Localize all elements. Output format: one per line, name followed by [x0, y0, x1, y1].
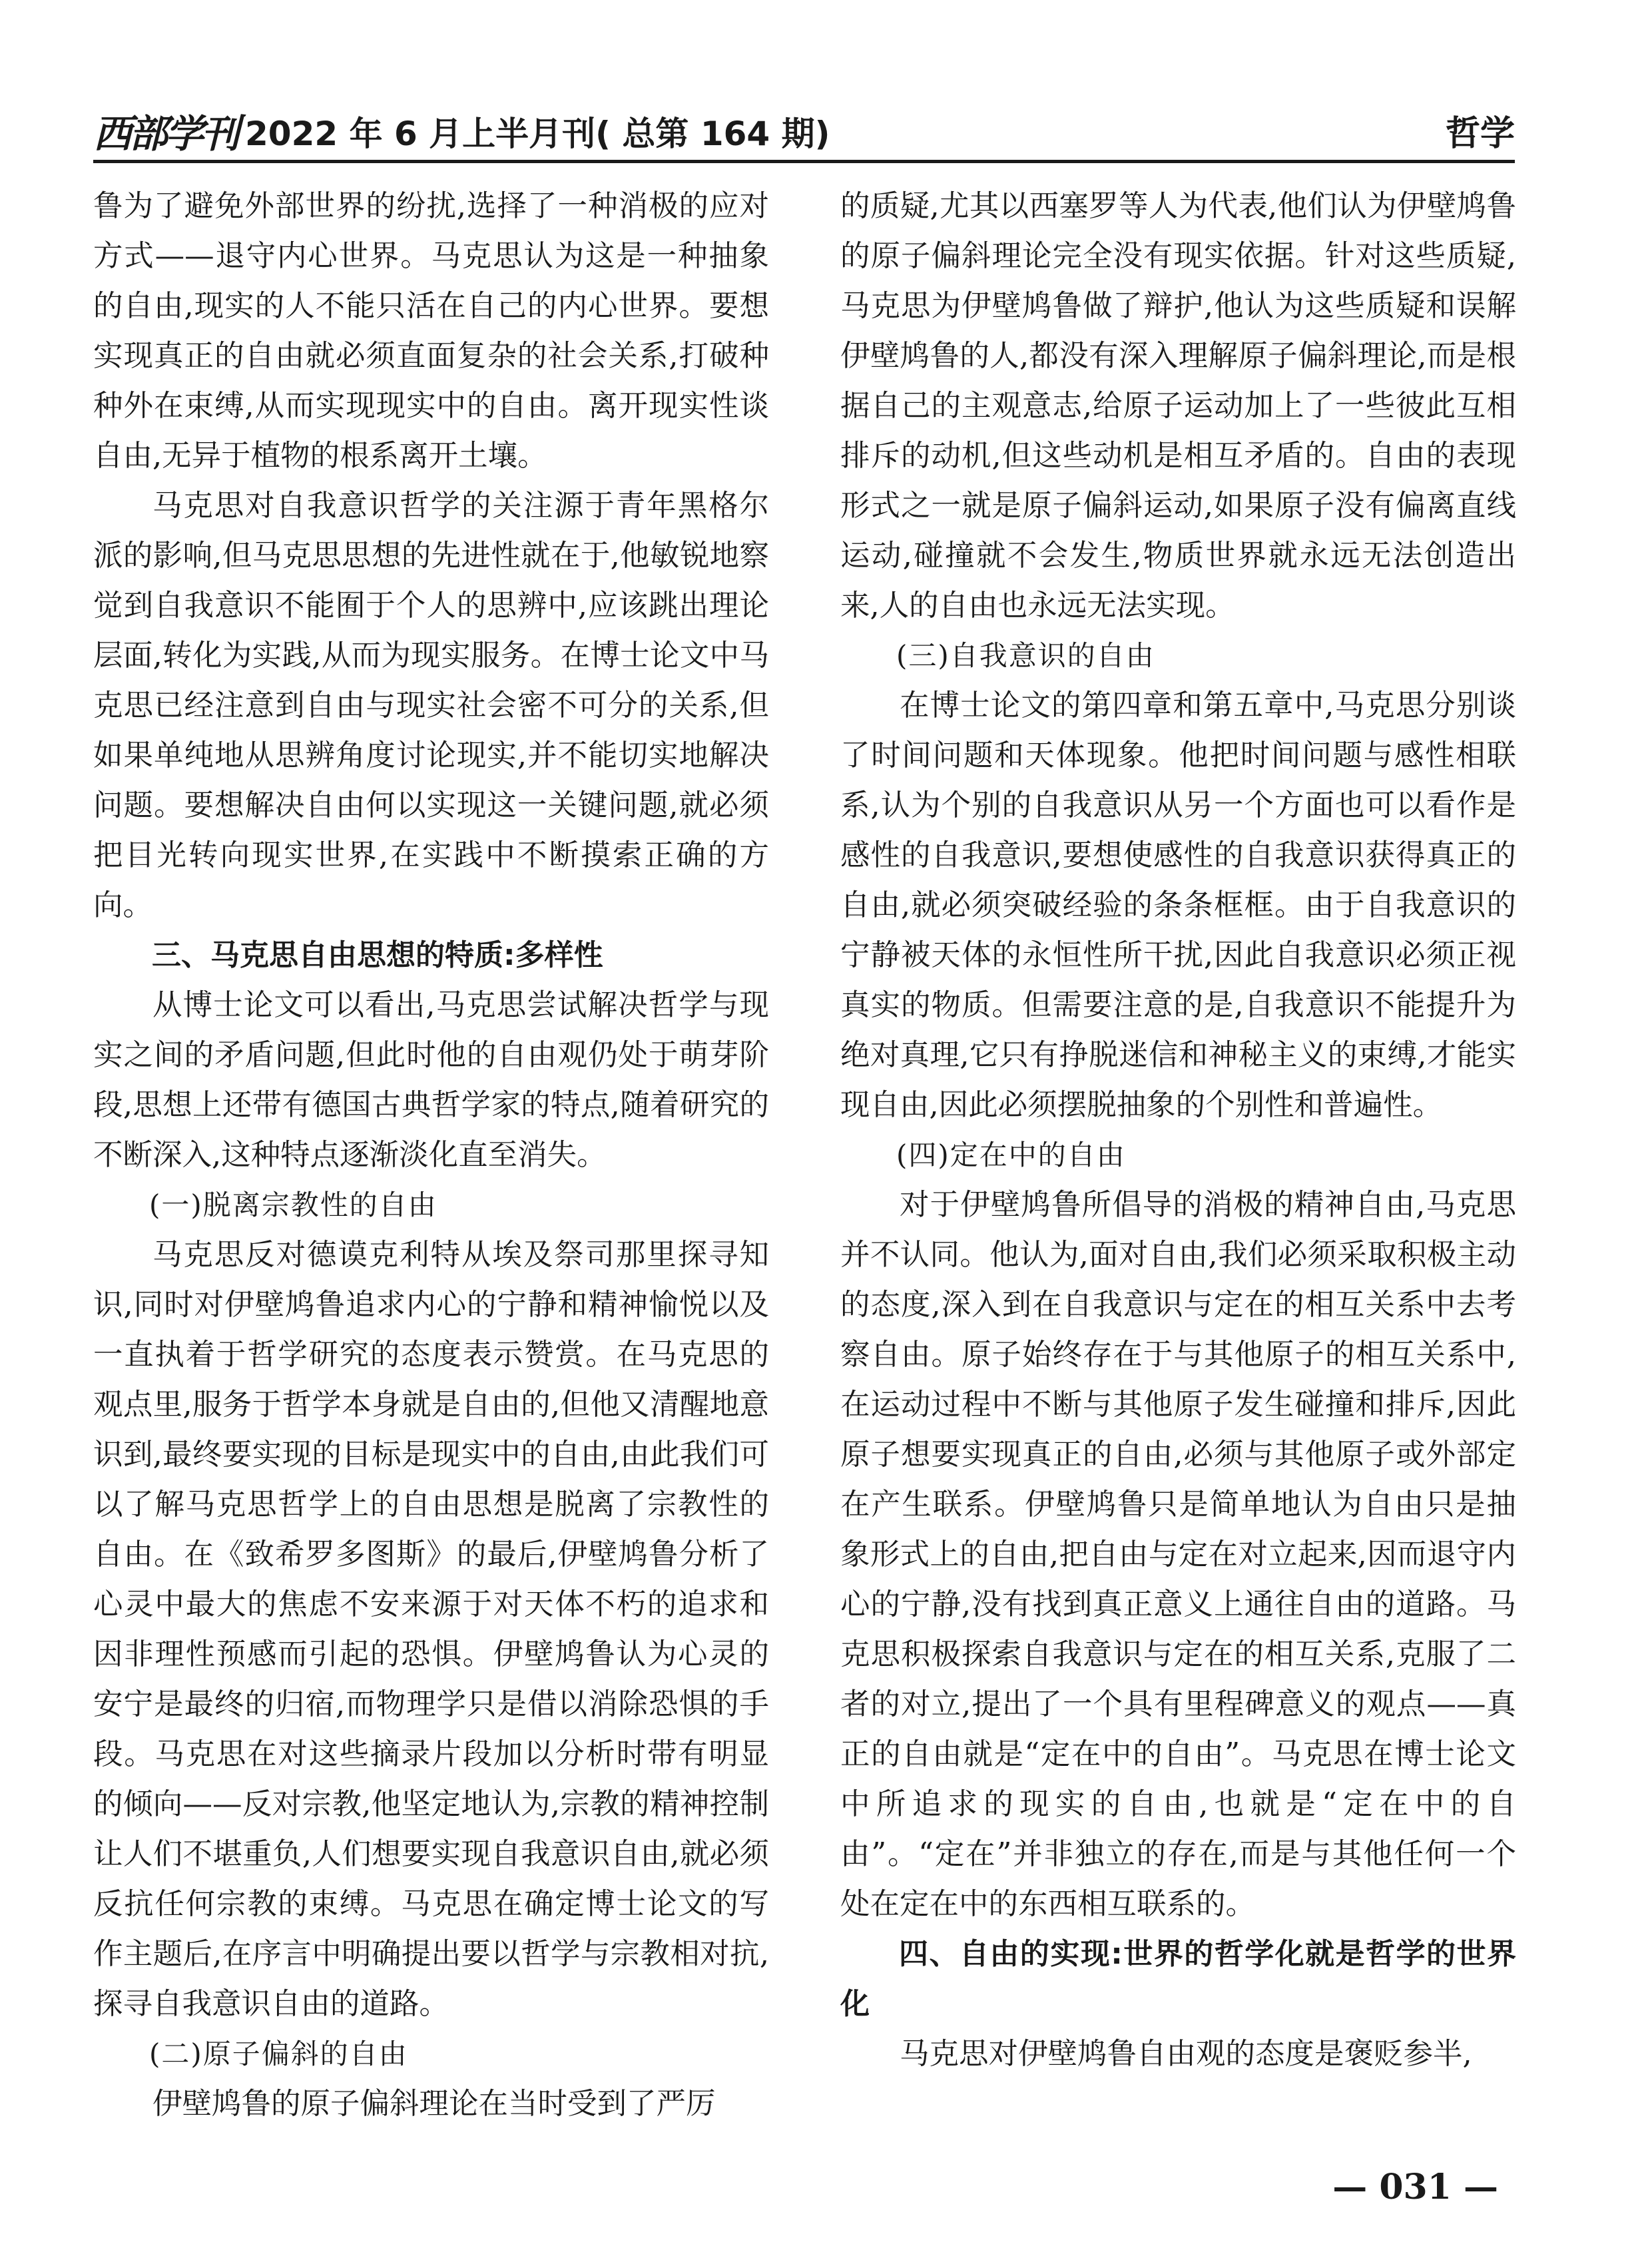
section-heading: 三、马克思自由思想的特质:多样性: [152, 938, 603, 972]
section-label: 哲学: [1445, 114, 1515, 154]
body-paragraph: 的质疑,尤其以西塞罗等人为代表,他们认为伊壁鸠鲁的原子偏斜理论完全没有现实依据。针对这些质疑,马克思为伊壁鸠鲁做了辩护,他认为这些质疑和误解伊壁鸠鲁的人,都没有深入理解原子偏斜理论,而是根据自己的主观意志,给原子运动加上了一些彼此互相排斥的动机,但这些动机是相互矛盾的。自由的表现形式之一就是原子偏斜运动,如果原子没有偏离直线运动,碰撞就不会发生,物质世界就永远无法创造出来,人的自由也永远无法实现。: [840, 189, 1516, 623]
journal-logo: 西部学刊: [93, 111, 238, 156]
page-header: [93, 107, 1515, 163]
subsection-heading: (二)原子偏斜的自由: [149, 2038, 408, 2070]
subsection-heading: (四)定在中的自由: [896, 1139, 1126, 1171]
page-number: — 031 —: [1332, 2167, 1498, 2207]
subsection-heading: (三)自我意识的自由: [896, 639, 1155, 672]
body-paragraph: 对于伊壁鸠鲁所倡导的消极的精神自由,马克思并不认同。他认为,面对自由,我们必须采取积极主动的态度,深入到在自我意识与定在的相互关系中去考察自由。原子始终存在于与其他原子的相互关系中,在运动过程中不断与其他原子发生碰撞和排斥,因此原子想要实现真正的自由,必须与其他原子或外部定在产生联系。伊壁鸠鲁只是简单地认为自由只是抽象形式上的自由,把自由与定在对立起来,因而退守内心的宁静,没有找到真正意义上通往自由的道路。马克思积极探索自我意识与定在的相互关系,克服了二者的对立,提出了一个具有里程碑意义的观点——真正的自由就是“定在中的自由”。马克思在博士论文中所追求的现实的自由,也就是“定在中的自由”。“定在”并非独立的存在,而是与其他任何一个处在定在中的东西相互联系的。: [840, 1188, 1516, 1921]
body-paragraph: 马克思反对德谟克利特从埃及祭司那里探寻知识,同时对伊壁鸠鲁追求内心的宁静和精神愉悦以及一直执着于哲学研究的态度表示赞赏。在马克思的观点里,服务于哲学本身就是自由的,但他又清醒地意识到,最终要实现的目标是现实中的自由,由此我们可以了解马克思哲学上的自由思想是脱离了宗教性的自由。在《致希罗多图斯》的最后,伊壁鸠鲁分析了心灵中最大的焦虑不安来源于对天体不朽的追求和因非理性预感而引起的恐惧。伊壁鸠鲁认为心灵的安宁是最终的归宿,而物理学只是借以消除恐惧的手段。马克思在对这些摘录片段加以分析时带有明显的倾向——反对宗教,他坚定地认为,宗教的精神控制让人们不堪重负,人们想要实现自我意识自由,就必须反抗任何宗教的束缚。马克思在确定博士论文的写作主题后,在序言中明确提出要以哲学与宗教相对抗,探寻自我意识自由的道路。: [93, 1238, 769, 2021]
body-paragraph: 伊壁鸠鲁的原子偏斜理论在当时受到了严厉: [152, 2087, 716, 2121]
body-paragraph: 从博士论文可以看出,马克思尝试解决哲学与现实之间的矛盾问题,但此时他的自由观仍处于萌芽阶段,思想上还带有德国古典哲学家的特点,随着研究的不断深入,这种特点逐渐淡化直至消失。: [93, 988, 769, 1172]
body-paragraph: 马克思对伊壁鸠鲁自由观的态度是褒贬参半,: [900, 2037, 1472, 2071]
body-paragraph: 鲁为了避免外部世界的纷扰,选择了一种消极的应对方式——退守内心世界。马克思认为这是一种抽象的自由,现实的人不能只活在自己的内心世界。要想实现真正的自由就必须直面复杂的社会关系,打破种种外在束缚,从而实现现实中的自由。离开现实性谈自由,无异于植物的根系离开土壤。: [93, 189, 769, 473]
section-heading: 四、自由的实现:世界的哲学化就是哲学的世界化: [840, 1937, 1516, 2021]
body-paragraph: 在博士论文的第四章和第五章中,马克思分别谈了时间问题和天体现象。他把时间问题与感性相联系,认为个别的自我意识从另一个方面也可以看作是感性的自我意识,要想使感性的自我意识获得真正的自由,就必须突破经验的条条框框。由于自我意识的宁静被天体的永恒性所干扰,因此自我意识必须正视真实的物质。但需要注意的是,自我意识不能提升为绝对真理,它只有挣脱迷信和神秘主义的束缚,才能实现自由,因此必须摆脱抽象的个别性和普遍性。: [840, 689, 1516, 1122]
right-column: [840, 181, 1516, 2079]
issue-info: 2022 年 6 月上半月刊( 总第 164 期): [245, 115, 830, 153]
left-column: [93, 181, 769, 2129]
subsection-heading: (一)脱离宗教性的自由: [149, 1189, 437, 1221]
body-paragraph: 马克思对自我意识哲学的关注源于青年黑格尔派的影响,但马克思思想的先进性就在于,他敏锐地察觉到自我意识不能囿于个人的思辨中,应该跳出理论层面,转化为实践,从而为现实服务。在博士论文中马克思已经注意到自由与现实社会密不可分的关系,但如果单纯地从思辨角度讨论现实,并不能切实地解决问题。要想解决自由何以实现这一关键问题,就必须把目光转向现实世界,在实践中不断摸索正确的方向。: [93, 489, 769, 922]
